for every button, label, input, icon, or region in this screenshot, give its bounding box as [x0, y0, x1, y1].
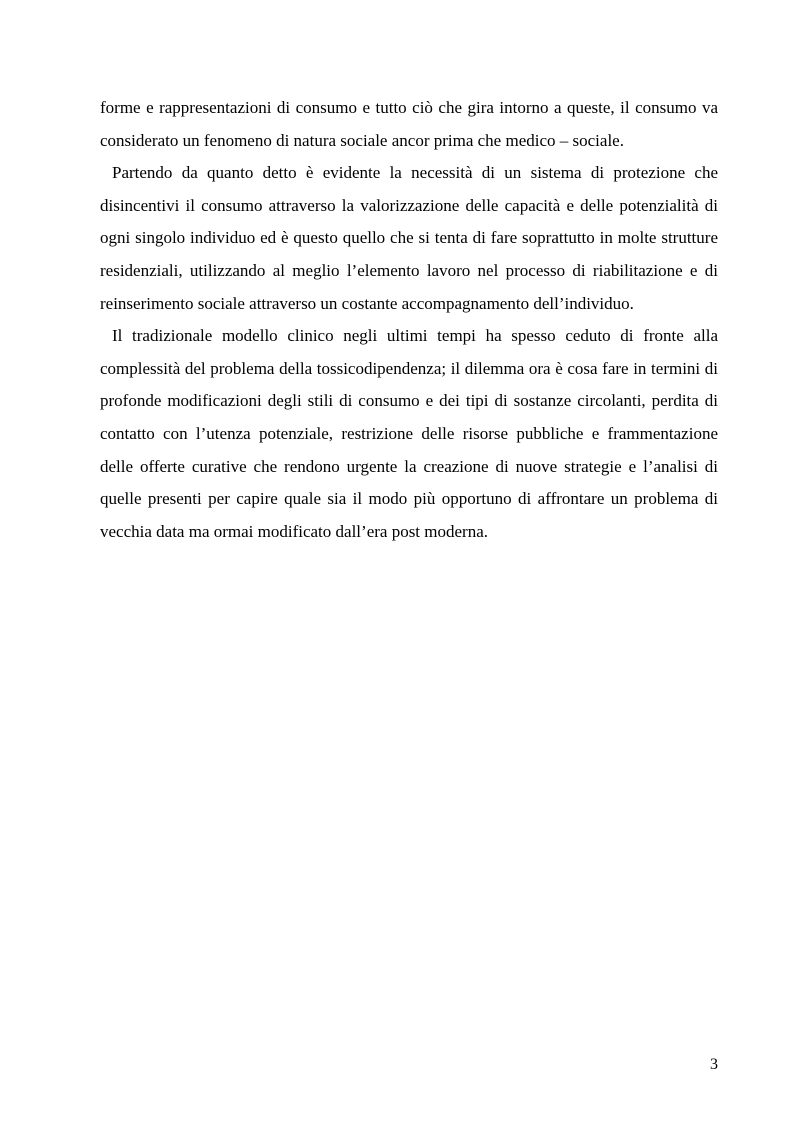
- paragraph-continuation: forme e rappresentazioni di consumo e tutto ciò che gira intorno a queste, il consumo va considerato un fenomeno di natura sociale ancor prima che medico – sociale.: [100, 98, 718, 150]
- page-number: 3: [710, 1056, 718, 1073]
- body-text: [100, 92, 718, 548]
- paragraph-clinical-model: Il tradizionale modello clinico negli ultimi tempi ha spesso ceduto di fronte alla complessità del problema della tossicodipendenza; il dilemma ora è cosa fare in termini di profonde modificazioni degli stili di consumo e dei tipi di sostanze circolanti, perdita di contatto con l’utenza potenziale, restrizione delle risorse pubbliche e frammentazione delle offerte curative che rendono urgente la creazione di nuove strategie e l’analisi di quelle presenti per capire quale sia il modo più opportuno di affrontare un problema di vecchia data ma ormai modificato dall’era post moderna.: [100, 326, 718, 541]
- paragraph-protection-system: Partendo da quanto detto è evidente la necessità di un sistema di protezione che disincentivi il consumo attraverso la valorizzazione delle capacità e delle potenzialità di ogni singolo individuo ed è questo quello che si tenta di fare soprattutto in molte strutture residenziali, utilizzando al meglio l’elemento lavoro nel processo di riabilitazione e di reinserimento sociale attraverso un costante accompagnamento dell’individuo.: [100, 163, 718, 313]
